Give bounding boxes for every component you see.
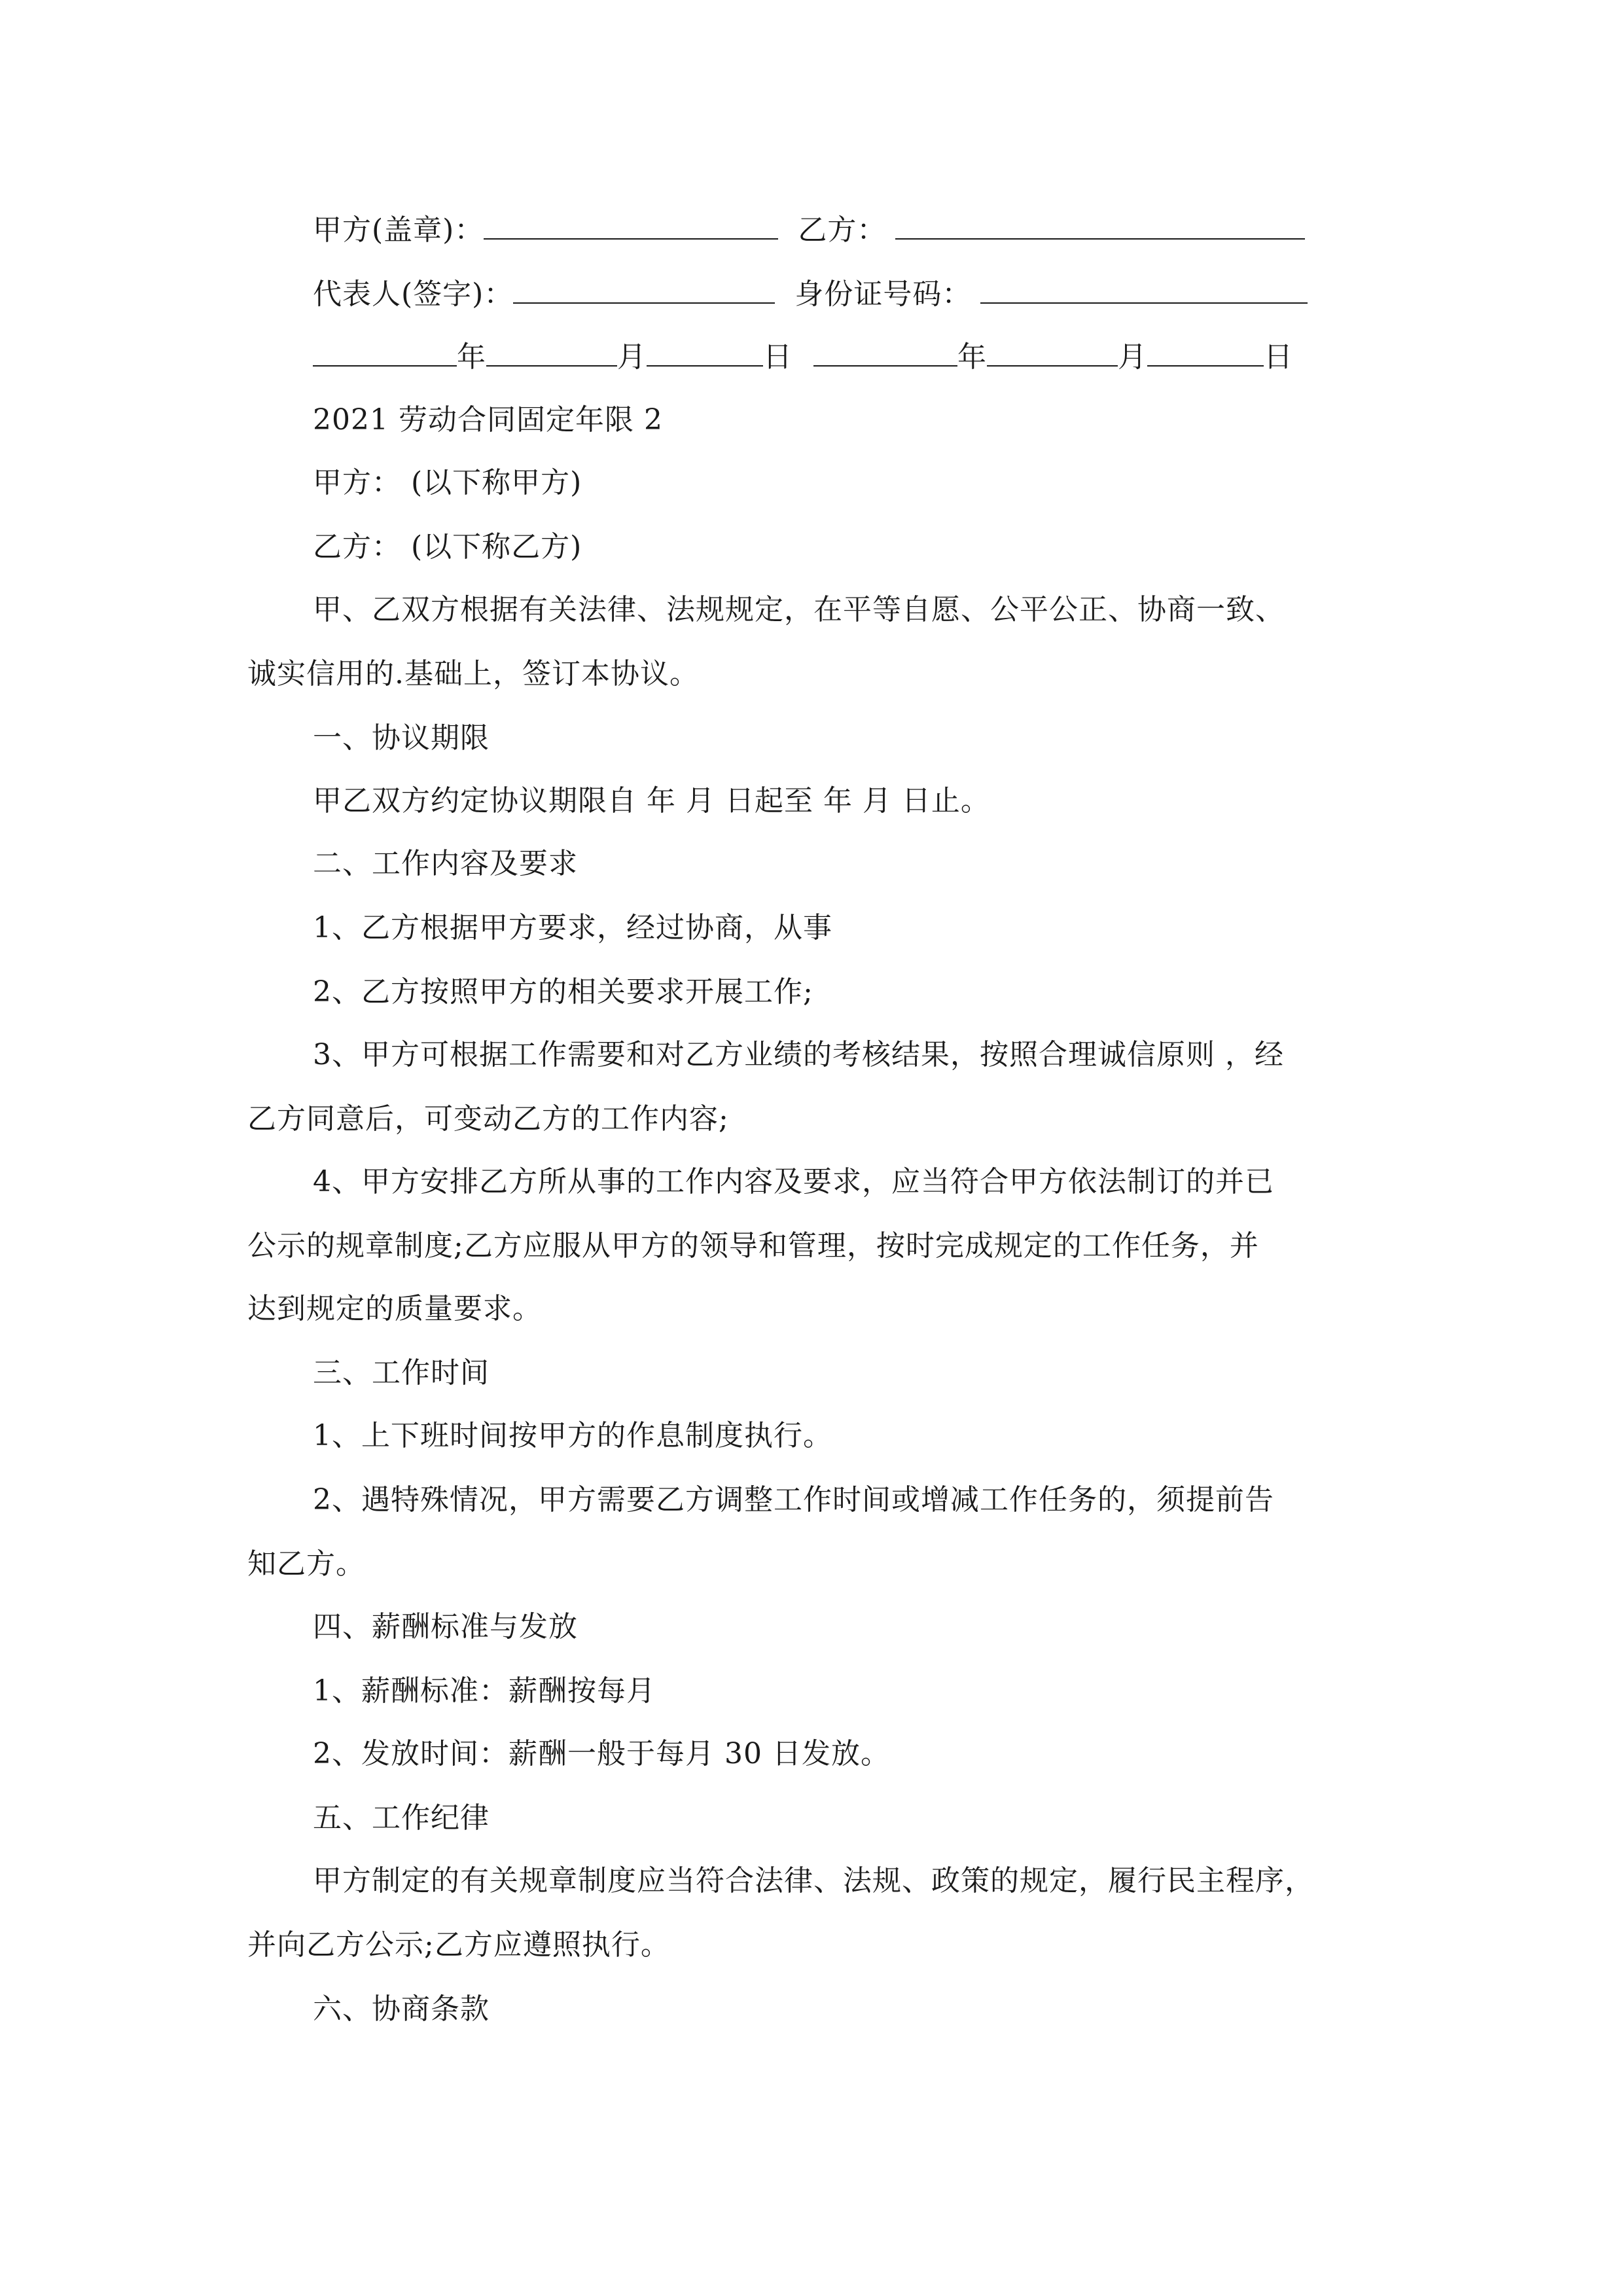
representative-blank (513, 274, 775, 304)
party-a-seal-blank (484, 209, 778, 240)
section-2-item-2: 2、乙方按照甲方的相关要求开展工作; (313, 975, 813, 1009)
section-3-item-2-line-2: 知乙方。 (247, 1547, 365, 1581)
section-1-paragraph: 甲乙双方约定协议期限自 年 月 日起至 年 月 日止。 (313, 784, 990, 817)
section-4-heading: 四、薪酬标准与发放 (313, 1610, 578, 1643)
date-b-month: 月 (1118, 340, 1147, 374)
party-b-line: 乙方： (以下称乙方) (313, 530, 582, 564)
section-2-item-4-line-3: 达到规定的质量要求。 (247, 1292, 542, 1325)
section-5-paragraph-line-2: 并向乙方公示;乙方应遵照执行。 (247, 1928, 670, 1962)
party-a-seal-label: 甲方(盖章)： (313, 213, 484, 247)
party-a-line: 甲方： (以下称甲方) (313, 466, 582, 499)
date-a-day: 日 (763, 340, 793, 374)
signature-row-party (313, 209, 1305, 249)
section-2-item-4-line-1: 4、甲方安排乙方所从事的工作内容及要求，应当符合甲方依法制订的并已 (313, 1165, 1274, 1198)
date-a-year: 年 (457, 340, 486, 374)
section-2-item-3-line-1: 3、甲方可根据工作需要和对乙方业绩的考核结果，按照合理诚信原则 ，经 (313, 1038, 1284, 1071)
date-a-year-blank (313, 336, 457, 367)
section-5-heading: 五、工作纪律 (313, 1801, 490, 1835)
signature-row-date (313, 336, 1293, 376)
representative-label: 代表人(签字)： (313, 278, 514, 311)
id-number-label: 身份证号码： (794, 278, 972, 311)
section-2-item-1: 1、乙方根据甲方要求，经过协商，从事 (313, 911, 832, 944)
section-4-item-2: 2、发放时间：薪酬一般于每月 30 日发放。 (313, 1737, 890, 1770)
document-title: 2021 劳动合同固定年限 2 (313, 403, 663, 437)
date-a-month-blank (486, 336, 617, 367)
id-number-blank (980, 274, 1308, 304)
intro-paragraph-line-2: 诚实信用的.基础上，签订本协议。 (247, 657, 699, 691)
date-b-day-blank (1147, 336, 1264, 367)
date-b-year: 年 (957, 340, 987, 374)
section-3-item-2-line-1: 2、遇特殊情况，甲方需要乙方调整工作时间或增减工作任务的，须提前告 (313, 1483, 1274, 1516)
party-b-blank (895, 209, 1305, 240)
section-3-item-1: 1、上下班时间按甲方的作息制度执行。 (313, 1419, 832, 1452)
section-5-paragraph-line-1: 甲方制定的有关规章制度应当符合法律、法规、政策的规定，履行民主程序， (313, 1864, 1314, 1897)
date-a-month: 月 (617, 340, 647, 374)
section-4-item-1: 1、薪酬标准：薪酬按每月 (313, 1674, 656, 1708)
party-b-label: 乙方： (798, 213, 887, 247)
signature-row-rep (313, 274, 1308, 313)
date-b-month-blank (987, 336, 1118, 367)
section-3-heading: 三、工作时间 (313, 1356, 490, 1390)
date-b-day: 日 (1264, 340, 1293, 374)
section-2-item-3-line-2: 乙方同意后，可变动乙方的工作内容; (247, 1102, 729, 1136)
section-2-item-4-line-2: 公示的规章制度;乙方应服从甲方的领导和管理，按时完成规定的工作任务，并 (247, 1229, 1259, 1263)
date-b-year-blank (813, 336, 957, 367)
date-a-day-blank (647, 336, 763, 367)
section-1-heading: 一、协议期限 (313, 721, 490, 755)
section-6-heading: 六、协商条款 (313, 1992, 490, 2026)
section-2-heading: 二、工作内容及要求 (313, 847, 578, 880)
intro-paragraph-line-1: 甲、乙双方根据有关法律、法规规定，在平等自愿、公平公正、协商一致、 (313, 593, 1285, 626)
